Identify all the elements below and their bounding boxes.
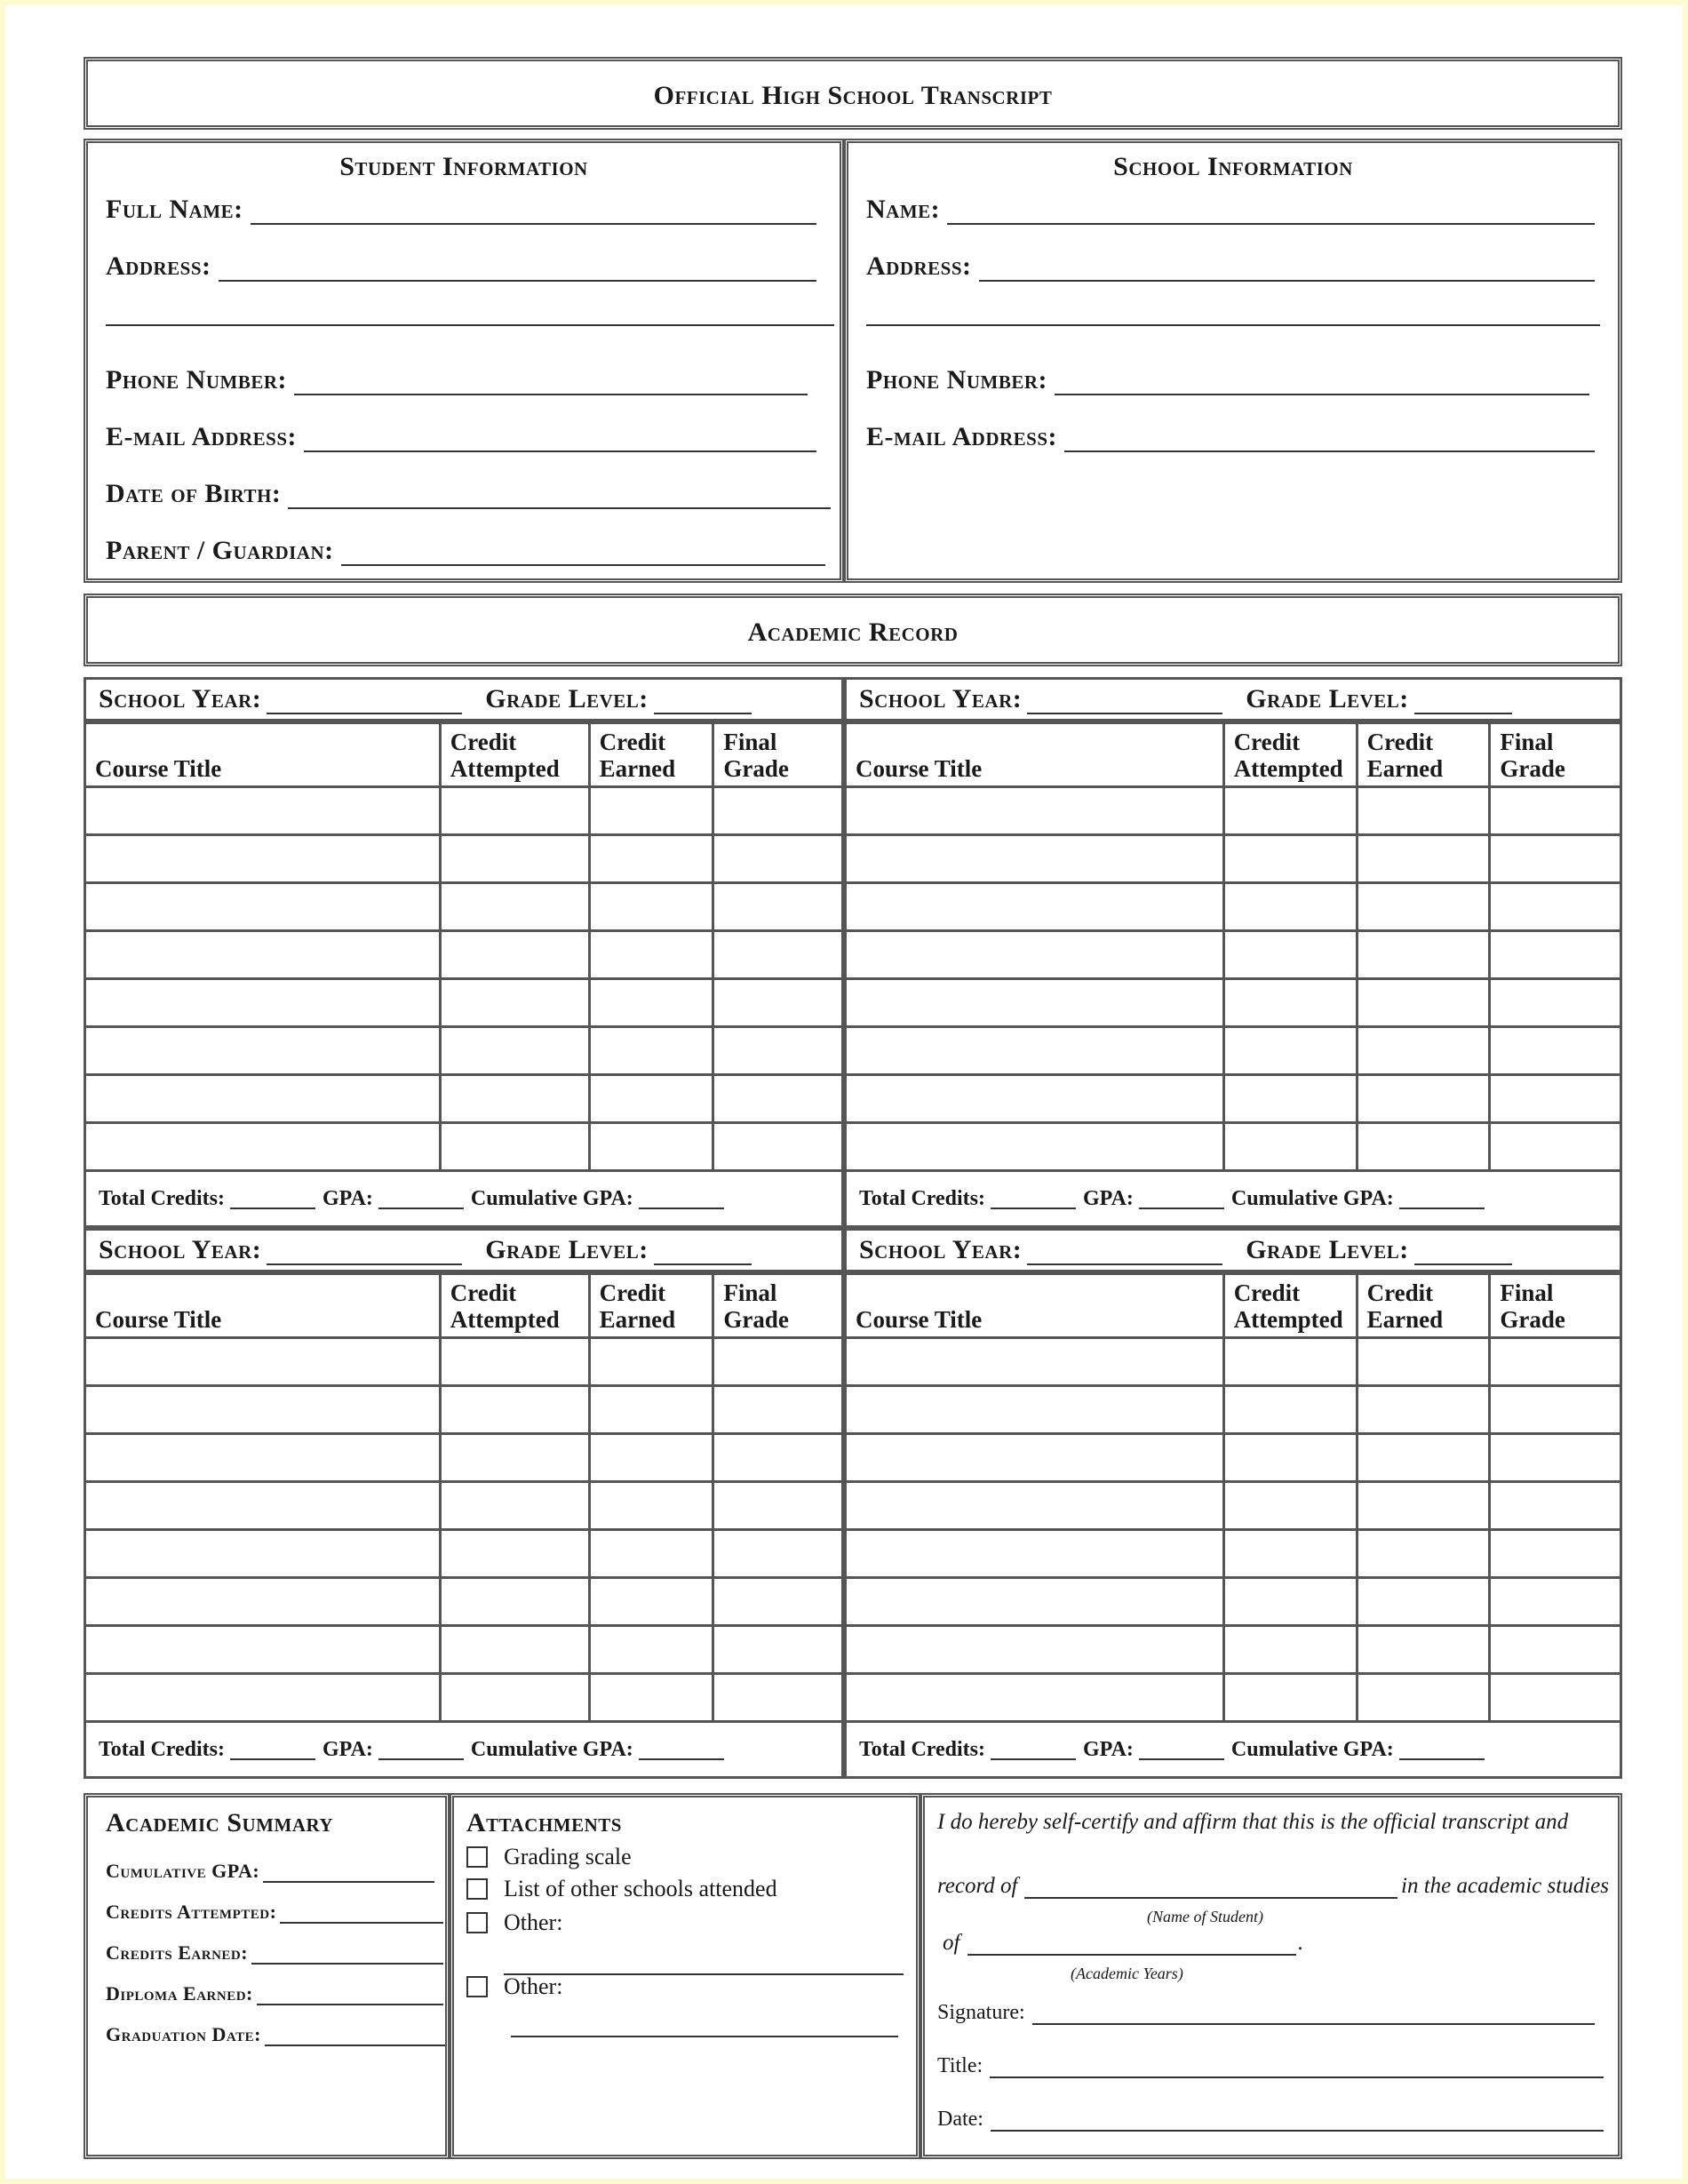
title-box	[84, 57, 1622, 130]
course-title-cell[interactable]	[85, 1674, 441, 1722]
period-mark: .	[1298, 1931, 1304, 1955]
attachments-box	[450, 1793, 920, 2159]
cumulative-gpa-line[interactable]	[1399, 1739, 1485, 1760]
course-title-cell[interactable]	[85, 883, 441, 931]
credit-attempted-header: Credit Attempted	[440, 1274, 589, 1338]
credit-attempted-header: Credit Attempted	[1223, 1274, 1357, 1338]
table-row	[85, 1123, 843, 1171]
final-grade-cell[interactable]	[713, 883, 843, 931]
credit-attempted-header: Credit Attempted	[440, 723, 589, 787]
total-credits-label: Total Credits:	[859, 1186, 986, 1210]
cumulative-gpa-line[interactable]	[639, 1739, 724, 1760]
credit-attempted-cell[interactable]	[440, 1027, 589, 1075]
course-title-cell[interactable]	[846, 1027, 1224, 1075]
credit-attempted-cell[interactable]	[1223, 1578, 1357, 1626]
credit-attempted-cell[interactable]	[440, 1530, 589, 1578]
course-table	[84, 721, 844, 1172]
course-title-cell[interactable]	[85, 1386, 441, 1434]
final-grade-cell[interactable]	[1490, 931, 1621, 979]
course-title-cell[interactable]	[846, 1434, 1224, 1482]
course-title-cell[interactable]	[846, 979, 1224, 1027]
credit-earned-cell[interactable]	[1357, 1075, 1490, 1123]
credit-earned-cell[interactable]	[1357, 1123, 1490, 1171]
credit-attempted-cell[interactable]	[440, 931, 589, 979]
credit-earned-cell[interactable]	[1357, 931, 1490, 979]
cumulative-gpa-label: Cumulative GPA:	[1230, 1737, 1394, 1761]
credit-attempted-cell[interactable]	[440, 1123, 589, 1171]
student-name-line[interactable]	[1024, 1874, 1397, 1899]
other-1-line[interactable]	[504, 1973, 904, 1975]
table-row	[85, 979, 843, 1027]
academic-years-caption: (Academic Years)	[1071, 1965, 1183, 1982]
cumulative-gpa-line[interactable]	[1399, 1188, 1485, 1209]
semester-block	[84, 1228, 844, 1774]
course-title-header: Course Title	[846, 1274, 1224, 1338]
table-row	[85, 1386, 843, 1434]
gpa-line[interactable]	[1139, 1188, 1224, 1209]
checkbox-icon	[466, 1846, 488, 1868]
table-row	[846, 1123, 1621, 1171]
grade-level-field[interactable]: Grade Level:	[1246, 1235, 1512, 1265]
course-title-cell[interactable]	[85, 1434, 441, 1482]
signature-field[interactable]: Signature:	[937, 1995, 1595, 2025]
final-grade-cell[interactable]	[1490, 787, 1621, 835]
school-year-header	[844, 677, 1622, 721]
date-of-birth-field[interactable]: Date of Birth:	[106, 470, 831, 509]
credit-earned-cell[interactable]	[589, 931, 713, 979]
credit-earned-cell[interactable]	[589, 979, 713, 1027]
table-row	[85, 1075, 843, 1123]
student-address-line-2[interactable]	[106, 324, 834, 326]
table-row	[85, 1482, 843, 1530]
credit-attempted-cell[interactable]	[440, 1482, 589, 1530]
of-label: of	[943, 1931, 960, 1955]
diploma-earned-field[interactable]: Diploma Earned:	[106, 1975, 443, 2005]
final-grade-cell[interactable]	[713, 979, 843, 1027]
gpa-label: GPA:	[322, 1186, 373, 1210]
credit-attempted-cell[interactable]	[1223, 1626, 1357, 1674]
course-title-header: Course Title	[85, 1274, 441, 1338]
total-credits-label: Total Credits:	[99, 1186, 226, 1210]
course-title-cell[interactable]	[85, 1123, 441, 1171]
course-title-cell[interactable]	[85, 1075, 441, 1123]
school-year-field[interactable]: School Year:	[99, 1235, 462, 1265]
cumulative-gpa-label: Cumulative GPA:	[470, 1737, 633, 1761]
cumulative-gpa-label: Cumulative GPA:	[470, 1186, 633, 1210]
table-row	[85, 1578, 843, 1626]
credit-attempted-cell[interactable]	[440, 1674, 589, 1722]
total-credits-line[interactable]	[991, 1188, 1076, 1209]
final-grade-cell[interactable]	[1490, 1482, 1621, 1530]
table-row	[846, 883, 1621, 931]
course-title-cell[interactable]	[846, 1338, 1224, 1386]
final-grade-cell[interactable]	[713, 1434, 843, 1482]
table-row	[85, 1626, 843, 1674]
course-title-cell[interactable]	[846, 835, 1224, 883]
grade-level-field[interactable]: Grade Level:	[485, 684, 752, 714]
credit-earned-cell[interactable]	[589, 1530, 713, 1578]
semester-block	[844, 1228, 1622, 1774]
academic-years-line[interactable]	[967, 1931, 1296, 1956]
course-title-cell[interactable]	[85, 1482, 441, 1530]
credit-attempted-cell[interactable]	[1223, 1027, 1357, 1075]
table-row	[85, 1027, 843, 1075]
course-title-cell[interactable]	[85, 931, 441, 979]
final-grade-header: Final Grade	[713, 1274, 843, 1338]
credits-attempted-field[interactable]: Credits Attempted:	[106, 1893, 443, 1924]
credit-earned-cell[interactable]	[589, 1626, 713, 1674]
course-title-cell[interactable]	[846, 1578, 1224, 1626]
attachments-heading: Attachments	[466, 1808, 622, 1837]
total-credits-label: Total Credits:	[859, 1737, 986, 1761]
grade-level-field[interactable]: Grade Level:	[1246, 684, 1512, 714]
final-grade-cell[interactable]	[1490, 1578, 1621, 1626]
credit-attempted-cell[interactable]	[1223, 1482, 1357, 1530]
credit-earned-cell[interactable]	[589, 1075, 713, 1123]
course-title-cell[interactable]	[85, 979, 441, 1027]
table-row	[846, 1075, 1621, 1123]
credit-attempted-cell[interactable]	[1223, 1123, 1357, 1171]
credit-earned-header: Credit Earned	[589, 723, 713, 787]
other-2-checkbox[interactable]: Other:	[466, 1973, 562, 2000]
final-grade-cell[interactable]	[1490, 883, 1621, 931]
full-name-field[interactable]: Full Name:	[106, 186, 816, 225]
final-grade-cell[interactable]	[713, 835, 843, 883]
credit-attempted-cell[interactable]	[1223, 1434, 1357, 1482]
course-title-cell[interactable]	[85, 1027, 441, 1075]
table-row	[846, 835, 1621, 883]
course-title-cell[interactable]	[846, 1386, 1224, 1434]
final-grade-cell[interactable]	[1490, 1338, 1621, 1386]
semester-block	[84, 677, 844, 1223]
school-phone-field[interactable]: Phone Number:	[866, 356, 1589, 395]
credit-earned-cell[interactable]	[589, 1338, 713, 1386]
other-schools-checkbox[interactable]: List of other schools attended	[466, 1876, 777, 1902]
final-grade-cell[interactable]	[713, 1578, 843, 1626]
credit-attempted-cell[interactable]	[1223, 931, 1357, 979]
gpa-line[interactable]	[378, 1188, 464, 1209]
student-email-field[interactable]: E-mail Address:	[106, 413, 816, 452]
credit-attempted-cell[interactable]	[440, 835, 589, 883]
credit-earned-header: Credit Earned	[1357, 1274, 1490, 1338]
credits-earned-field[interactable]: Credits Earned:	[106, 1934, 443, 1965]
student-address-field[interactable]: Address:	[106, 243, 816, 282]
semester-block	[844, 677, 1622, 1223]
total-credits-line[interactable]	[230, 1739, 315, 1760]
table-row	[846, 1482, 1621, 1530]
school-year-field[interactable]: School Year:	[859, 1235, 1222, 1265]
academic-summary-heading: Academic Summary	[106, 1808, 334, 1837]
final-grade-cell[interactable]	[713, 1123, 843, 1171]
school-year-header	[84, 677, 844, 721]
semester-totals	[84, 1720, 844, 1779]
final-grade-header: Final Grade	[713, 723, 843, 787]
gpa-line[interactable]	[1139, 1739, 1224, 1760]
final-grade-cell[interactable]	[1490, 1075, 1621, 1123]
school-year-field[interactable]: School Year:	[859, 684, 1222, 714]
final-grade-cell[interactable]	[713, 1027, 843, 1075]
final-grade-cell[interactable]	[713, 787, 843, 835]
final-grade-cell[interactable]	[713, 1075, 843, 1123]
credit-attempted-cell[interactable]	[1223, 1338, 1357, 1386]
table-row	[846, 1674, 1621, 1722]
final-grade-cell[interactable]	[1490, 1386, 1621, 1434]
certification-statement: I do hereby self-certify and affirm that this is the official transcript and	[937, 1810, 1569, 1834]
credit-attempted-cell[interactable]	[1223, 1674, 1357, 1722]
credit-earned-cell[interactable]	[1357, 1482, 1490, 1530]
final-grade-header: Final Grade	[1490, 723, 1621, 787]
graduation-date-field[interactable]: Graduation Date:	[106, 2016, 445, 2046]
credit-attempted-cell[interactable]	[440, 1386, 589, 1434]
table-row	[846, 1027, 1621, 1075]
course-title-cell[interactable]	[85, 835, 441, 883]
course-title-cell[interactable]	[85, 1578, 441, 1626]
total-credits-line[interactable]	[991, 1739, 1076, 1760]
grade-level-field[interactable]: Grade Level:	[485, 1235, 752, 1265]
credit-earned-cell[interactable]	[1357, 1578, 1490, 1626]
table-row	[85, 1530, 843, 1578]
final-grade-cell[interactable]	[1490, 1626, 1621, 1674]
name-of-student-caption: (Name of Student)	[1147, 1908, 1263, 1925]
semester-totals	[844, 1720, 1622, 1779]
credit-earned-cell[interactable]	[1357, 1386, 1490, 1434]
school-email-field[interactable]: E-mail Address:	[866, 413, 1595, 452]
credit-attempted-cell[interactable]	[440, 979, 589, 1027]
final-grade-cell[interactable]	[1490, 1027, 1621, 1075]
final-grade-header: Final Grade	[1490, 1274, 1621, 1338]
gpa-line[interactable]	[378, 1739, 464, 1760]
semester-totals	[844, 1169, 1622, 1228]
credit-attempted-cell[interactable]	[1223, 979, 1357, 1027]
final-grade-cell[interactable]	[713, 1626, 843, 1674]
final-grade-cell[interactable]	[713, 931, 843, 979]
table-row	[85, 1674, 843, 1722]
credit-earned-cell[interactable]	[589, 883, 713, 931]
gpa-label: GPA:	[1083, 1737, 1134, 1761]
course-table	[844, 1272, 1622, 1723]
academic-record-heading: Academic Record	[747, 618, 959, 647]
credit-attempted-cell[interactable]	[1223, 1075, 1357, 1123]
credit-attempted-cell[interactable]	[1223, 1530, 1357, 1578]
cumulative-gpa-field[interactable]: Cumulative GPA:	[106, 1853, 434, 1883]
credit-attempted-cell[interactable]	[1223, 835, 1357, 883]
table-row	[846, 979, 1621, 1027]
parent-guardian-field[interactable]: Parent / Guardian:	[106, 527, 825, 566]
credit-earned-cell[interactable]	[1357, 1434, 1490, 1482]
other-1-checkbox[interactable]: Other:	[466, 1909, 562, 1936]
final-grade-cell[interactable]	[713, 1674, 843, 1722]
final-grade-cell[interactable]	[713, 1482, 843, 1530]
table-row	[85, 931, 843, 979]
student-information-box	[84, 139, 844, 583]
table-row	[85, 787, 843, 835]
course-title-cell[interactable]	[846, 1674, 1224, 1722]
credit-earned-cell[interactable]	[1357, 1626, 1490, 1674]
credit-attempted-cell[interactable]	[1223, 883, 1357, 931]
credit-earned-cell[interactable]	[589, 1578, 713, 1626]
final-grade-cell[interactable]	[1490, 1530, 1621, 1578]
credit-earned-cell[interactable]	[1357, 835, 1490, 883]
course-title-cell[interactable]	[846, 931, 1224, 979]
table-row	[846, 1530, 1621, 1578]
school-name-field[interactable]: Name:	[866, 186, 1595, 225]
credit-earned-cell[interactable]	[1357, 1027, 1490, 1075]
credit-earned-cell[interactable]	[1357, 787, 1490, 835]
credit-earned-cell[interactable]	[589, 1674, 713, 1722]
course-table	[844, 721, 1622, 1172]
student-info-heading: Student Information	[339, 152, 588, 181]
course-title-cell[interactable]	[846, 1482, 1224, 1530]
course-title-cell[interactable]	[846, 787, 1224, 835]
table-row	[85, 835, 843, 883]
credit-attempted-cell[interactable]	[440, 1626, 589, 1674]
final-grade-cell[interactable]	[713, 1530, 843, 1578]
credit-attempted-header: Credit Attempted	[1223, 723, 1357, 787]
credit-earned-cell[interactable]	[589, 835, 713, 883]
course-title-cell[interactable]	[85, 787, 441, 835]
course-title-cell[interactable]	[85, 1530, 441, 1578]
credit-attempted-cell[interactable]	[440, 883, 589, 931]
credit-earned-cell[interactable]	[1357, 1530, 1490, 1578]
course-title-cell[interactable]	[846, 1626, 1224, 1674]
course-title-cell[interactable]	[85, 1626, 441, 1674]
other-2-line[interactable]	[511, 2036, 898, 2037]
table-row	[846, 1578, 1621, 1626]
semester-totals	[84, 1169, 844, 1228]
grading-scale-checkbox[interactable]: Grading scale	[466, 1844, 632, 1870]
school-address-line-2[interactable]	[866, 324, 1600, 326]
final-grade-cell[interactable]	[713, 1338, 843, 1386]
credit-earned-cell[interactable]	[589, 1027, 713, 1075]
table-row	[846, 931, 1621, 979]
gpa-label: GPA:	[1083, 1186, 1134, 1210]
credit-attempted-cell[interactable]	[440, 1578, 589, 1626]
table-row	[846, 1434, 1621, 1482]
certification-box	[920, 1793, 1622, 2159]
credit-earned-cell[interactable]	[1357, 1338, 1490, 1386]
table-row	[846, 1338, 1621, 1386]
table-row	[846, 1626, 1621, 1674]
table-row	[85, 1434, 843, 1482]
table-row	[846, 1386, 1621, 1434]
in-academic-studies-label: in the academic studies	[1401, 1874, 1609, 1898]
school-information-box	[844, 139, 1622, 583]
total-credits-line[interactable]	[230, 1188, 315, 1209]
credit-earned-cell[interactable]	[1357, 979, 1490, 1027]
credit-attempted-cell[interactable]	[440, 1338, 589, 1386]
credit-earned-header: Credit Earned	[589, 1274, 713, 1338]
course-title-cell[interactable]	[85, 1338, 441, 1386]
page-title: Official High School Transcript	[653, 81, 1053, 110]
course-table	[84, 1272, 844, 1723]
course-title-cell[interactable]	[846, 1123, 1224, 1171]
academic-record-box	[84, 594, 1622, 666]
credit-earned-cell[interactable]	[1357, 883, 1490, 931]
final-grade-cell[interactable]	[1490, 1434, 1621, 1482]
credit-earned-cell[interactable]	[1357, 1674, 1490, 1722]
final-grade-cell[interactable]	[1490, 1674, 1621, 1722]
checkbox-icon	[466, 1878, 488, 1900]
credit-attempted-cell[interactable]	[1223, 787, 1357, 835]
student-phone-field[interactable]: Phone Number:	[106, 356, 808, 395]
academic-summary-box	[84, 1793, 450, 2159]
course-title-header: Course Title	[846, 723, 1224, 787]
course-title-cell[interactable]	[846, 1075, 1224, 1123]
credit-earned-cell[interactable]	[589, 1482, 713, 1530]
course-title-cell[interactable]	[846, 883, 1224, 931]
credit-earned-header: Credit Earned	[1357, 723, 1490, 787]
credit-earned-cell[interactable]	[589, 1123, 713, 1171]
credit-earned-cell[interactable]	[589, 787, 713, 835]
course-title-header: Course Title	[85, 723, 441, 787]
record-of-label: record of	[937, 1874, 1018, 1898]
final-grade-cell[interactable]	[1490, 1123, 1621, 1171]
checkbox-icon	[466, 1976, 488, 1997]
table-row	[846, 787, 1621, 835]
credit-earned-cell[interactable]	[589, 1434, 713, 1482]
course-title-cell[interactable]	[846, 1530, 1224, 1578]
cumulative-gpa-label: Cumulative GPA:	[1230, 1186, 1394, 1210]
title-field[interactable]: Title:	[937, 2048, 1604, 2078]
school-year-header	[84, 1228, 844, 1272]
credit-attempted-cell[interactable]	[440, 1434, 589, 1482]
date-field[interactable]: Date:	[937, 2101, 1604, 2132]
credit-earned-cell[interactable]	[589, 1386, 713, 1434]
school-address-field[interactable]: Address:	[866, 243, 1595, 282]
table-row	[85, 1338, 843, 1386]
total-credits-label: Total Credits:	[99, 1737, 226, 1761]
cumulative-gpa-line[interactable]	[639, 1188, 724, 1209]
credit-attempted-cell[interactable]	[1223, 1386, 1357, 1434]
school-year-field[interactable]: School Year:	[99, 684, 462, 714]
table-row	[85, 883, 843, 931]
school-year-header	[844, 1228, 1622, 1272]
transcript-sheet	[5, 5, 1683, 2179]
school-info-heading: School Information	[1113, 152, 1353, 181]
final-grade-cell[interactable]	[1490, 835, 1621, 883]
gpa-label: GPA:	[322, 1737, 373, 1761]
final-grade-cell[interactable]	[1490, 979, 1621, 1027]
checkbox-icon	[466, 1912, 488, 1933]
final-grade-cell[interactable]	[713, 1386, 843, 1434]
credit-attempted-cell[interactable]	[440, 1075, 589, 1123]
credit-attempted-cell[interactable]	[440, 787, 589, 835]
